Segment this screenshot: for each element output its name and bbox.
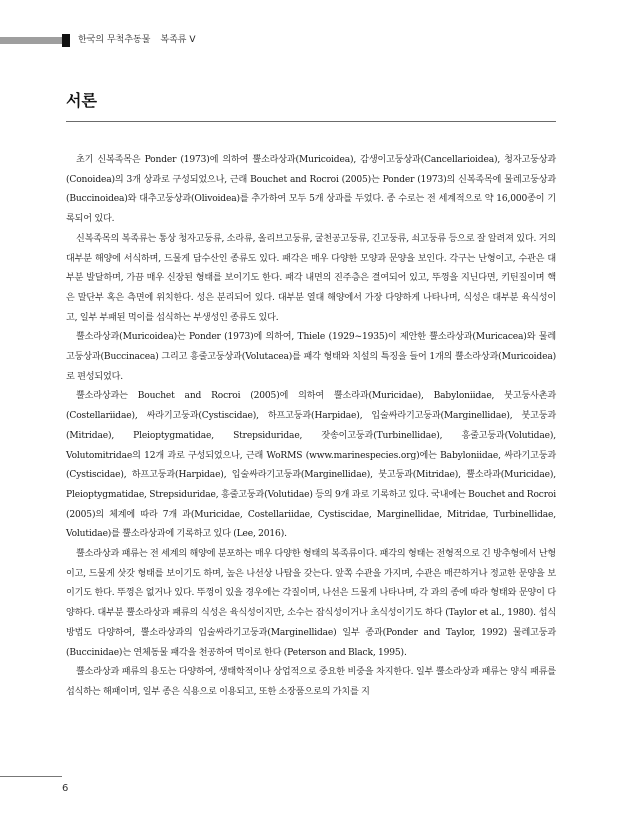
paragraph: 뿔소라상과 패류의 용도는 다양하여, 생태학적이나 상업적으로 중요한 비중을 차지한다. 일부 뿔소라상과 패류는 양식 패류를 섭식하는 해패이며, 일부 종은 식용으로 이용되고, 또한 소장품으로의 가치를 지	[66, 667, 556, 697]
header-gray-bar	[0, 37, 62, 44]
header-black-block	[62, 34, 70, 47]
paragraph: 뿔소라상과는 Bouchet and Rocroi (2005)에 의하여 뿔소라과(Muricidae), Babyloniidae, 붓고둥사촌과(Costellariidae), 싸라기고둥과(Cystiscidae), 하프고둥과(Harpidae), 입술싸라기고둥과(Marginellidae), 붓고둥과(Mitridae), Pleioptygmatidae, Strepsiduridae, 잣송이고둥과(Turbinellidae), 흥줄고둥과(Volutidae), Volutomitridae의 12개 과로 구성되었으나, 근래 WoRMS (www.marinespecies.org)에는 Babyloniidae, 싸라기고둥과(Cystiscidae), 하프고둥과(Harpidae), 입술싸라기고둥과(Marginellidae), 붓고둥과(Mitridae), 뿔소라과(Muricidae), Pleioptygmatidae, Strepsiduridae, 흥줄고둥과(Volutidae) 등의 9개 과로 기록하고 있다. 국내에는 Bouchet and Rocroi (2005)의 체계에 따라 7개 과(Muricidae, Costellariidae, Cystiscidae, Marginellidae, Mitridae, Turbinellidae, Volutidae)를 뿔소라상과에 기록하고 있다 (Lee, 2016).	[66, 391, 556, 540]
body-text	[66, 151, 556, 703]
paragraph: 초기 신복족목은 Ponder (1973)에 의하여 뿔소라상과(Muricoidea), 감생이고둥상과(Cancellarioidea), 청자고둥상과(Conoidea)의 3개 상과로 구성되었으나, 근래 Bouchet and Rocroi (2005)는 Ponder (1973)의 신복족목에 물레고둥상과(Buccinoidea)와 대추고둥상과(Olivoidea)를 추가하여 모두 5개 상과를 두었다. 종 수로는 전 세계적으로 약 16,000종이 기록되어 있다.	[66, 155, 556, 225]
page-number: 6	[62, 783, 69, 794]
paragraph: 신복족목의 복족류는 통상 청자고둥류, 소라류, 올리브고둥류, 굴천공고둥류, 긴고둥류, 쇠고둥류 등으로 잘 알려져 있다. 거의 대부분 해양에 서식하며, 드물게 담수산인 종류도 있다. 패각은 매우 다양한 모양과 문양을 보인다. 각구는 난형이고, 수관은 대부분 발달하며, 가끔 매우 신장된 형태를 보이기도 한다. 패각 내면의 진주층은 결여되어 있고, 뚜껑을 지닌다면, 키틴질이며 핵은 말단부 혹은 측면에 위치한다. 성은 분리되어 있다. 대부분 열대 해양에서 가장 다양하게 나타나며, 식성은 대부분 육식성이고, 일부 부패된 먹이를 섭식하는 부생성인 종류도 있다.	[66, 233, 556, 323]
volume-label: 복족류 V	[160, 35, 196, 45]
paragraph: 뿔소라상과(Muricoidea)는 Ponder (1973)에 의하여, Thiele (1929~1935)이 제안한 뿔소라상과(Muricacea)와 물레고둥상과(Buccinacea) 그리고 흥줄고둥상과(Volutacea)를 패각 형태와 치설의 특징을 들어 1개의 뿔소라상과(Muricoidea)로 편성되었다.	[66, 332, 556, 382]
title-divider	[66, 121, 556, 122]
footer-rule	[0, 776, 62, 777]
paragraph: 뿔소라상과 패류는 전 세계의 해양에 분포하는 매우 다양한 형태의 복족류이다. 패각의 형태는 전형적으로 긴 방추형에서 난형이고, 드물게 삿갓 형태를 보이기도 하며, 높은 나선상 나탑을 갖는다. 앞쪽 수관을 가지며, 수관은 매끈하거나 정교한 문양을 보이기도 한다. 뚜껑은 없거나 있다. 뚜껑이 있을 경우에는 각질이며, 나선은 드물게 나타나며, 각 과의 종에 따라 형태와 문양이 다양하다. 대부분 뿔소라상과 패류의 식성은 육식성이지만, 소수는 잡식성이거나 초식성이기도 하다 (Taylor et al., 1980). 섭식 방법도 다양하여, 뿔소라상과의 입술싸라기고둥과(Marginellidae) 일부 종과(Ponder and Taylor, 1992) 물레고둥과(Buccinidae)는 연체동물 패각을 천공하여 먹이로 한다 (Peterson and Black, 1995).	[66, 549, 556, 658]
running-header	[78, 33, 196, 47]
section-title: 서론	[66, 91, 97, 110]
book-title: 한국의 무척추동물	[78, 35, 151, 45]
